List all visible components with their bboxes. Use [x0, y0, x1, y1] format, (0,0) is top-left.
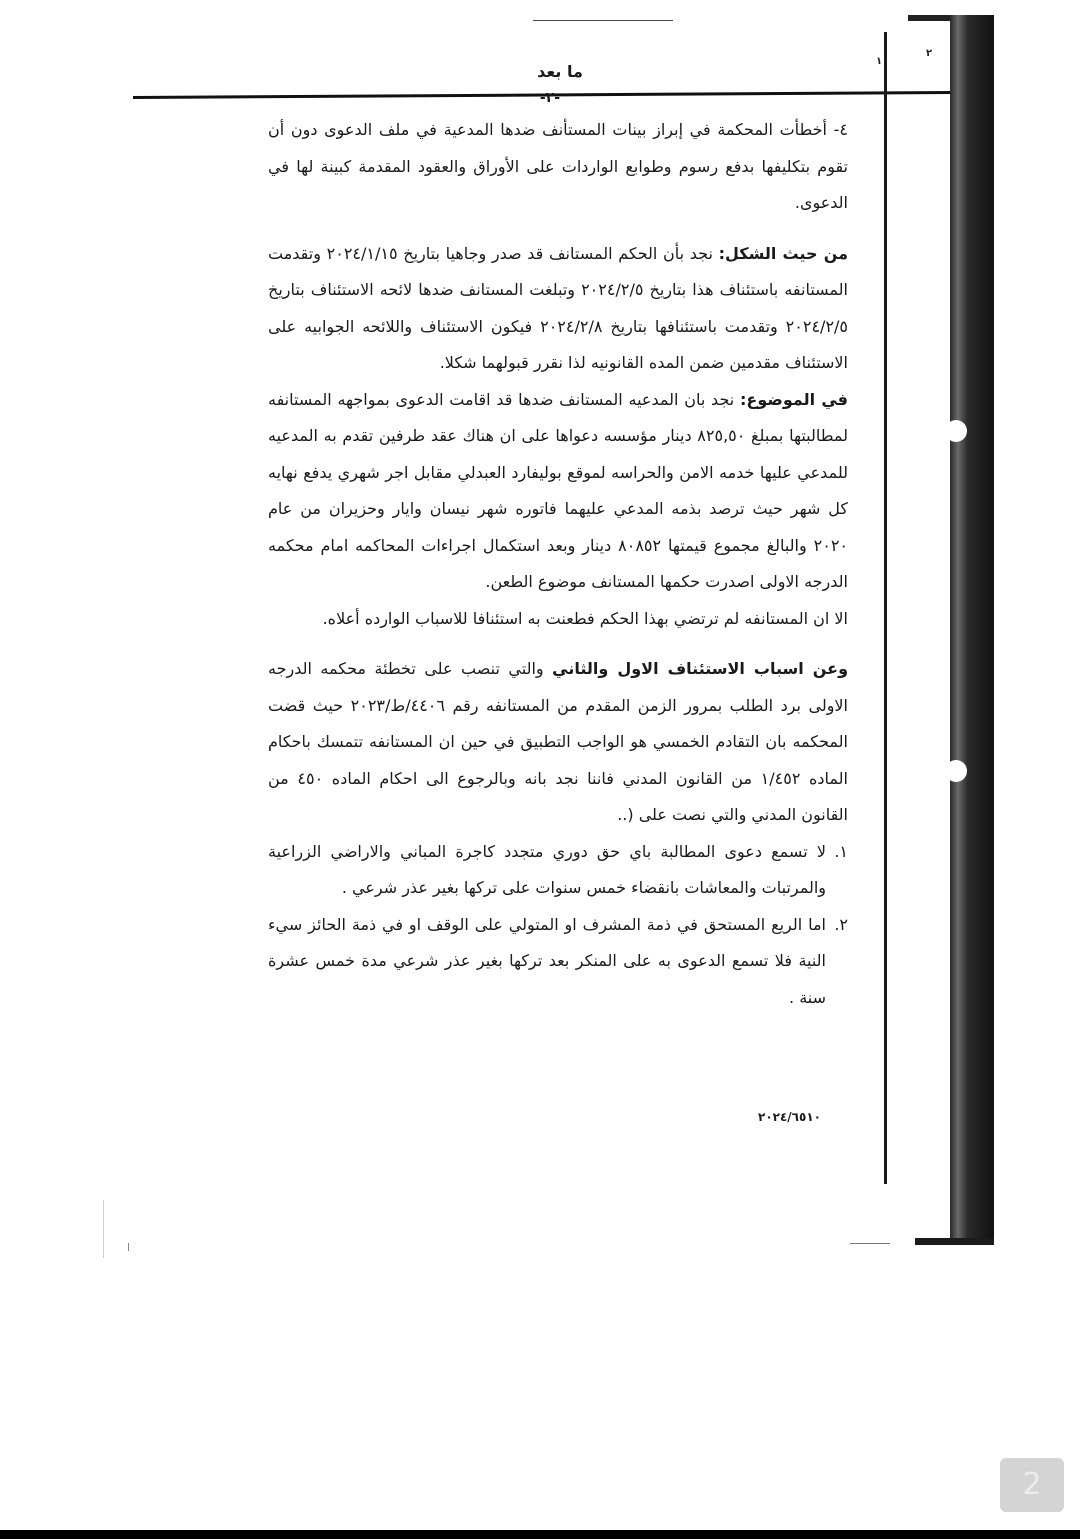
page-indicator-badge[interactable]: 2	[1000, 1458, 1064, 1512]
heading-reasons: وعن اسباب الاستئناف الاول والثاني	[552, 659, 849, 678]
list-number: ١.	[834, 841, 848, 861]
scan-edge-bottom	[915, 1238, 994, 1245]
punch-hole	[945, 760, 967, 782]
reference-number: ٢٠٢٤/٦٥١٠	[758, 1110, 821, 1124]
top-rule	[533, 20, 673, 21]
bottom-bar	[0, 1530, 1080, 1539]
paragraph-form-body: نجد بأن الحكم المستانف قد صدر وجاهيا بتاريخ ٢٠٢٤/١/١٥ وتقدمت المستانفه باستئناف هذا بتاريخ ٢٠٢٤/٢/٥ وتبلغت المستانف ضدها لائحه الاستئناف بتاريخ ٢٠٢٤/٢/٥ وتقدمت باستئنافها بتاريخ ٢٠٢٤/٢/٨ فيكون الاستئناف واللائحه الجوابيه على الاستئناف مقدمين ضمن المده القانونيه لذا نقرر قبولهما شكلا.	[268, 243, 849, 372]
margin-mark: ٢	[926, 48, 933, 59]
paragraph-subject	[268, 382, 848, 601]
list-item	[268, 834, 848, 907]
header-title: ما بعد	[537, 62, 583, 81]
heading-form: من حيث الشكل:	[718, 243, 848, 263]
list-text: لا تسمع دعوى المطالبة باي حق دوري متجدد كاجرة المباني والاراضي الزراعية والمرتبات والمعاشات بانقضاء خمس سنوات على تركها بغير عذر شرعي .	[268, 841, 826, 897]
bottom-margin-line	[850, 1243, 890, 1244]
scan-artifact	[128, 1243, 129, 1251]
punch-hole	[945, 420, 967, 442]
heading-subject: في الموضوع:	[740, 389, 848, 409]
paragraph-reasons-body: والتي تنصب على تخطئة محكمه الدرجه الاولى برد الطلب بمرور الزمن المقدم من المستانفه رقم ٤٤٠٦/ط/٢٠٢٣ حيث قضت المحكمه بان التقادم الخمسي هو الواجب التطبيق في حين ان المستانفه تتمسك باحكام الماده ١/٤٥٢ من القانون المدني فاننا نجد بانه وبالرجوع الى احكام الماده ٤٥٠ من القانون المدني والتي نصت على (..	[268, 659, 848, 824]
paragraph-reasons	[268, 651, 848, 834]
paragraph-appeal: الا ان المستانفه لم ترتضي بهذا الحكم فطعنت به استئنافا للاسباب الوارده أعلاه.	[322, 608, 848, 628]
margin-line	[884, 32, 887, 1184]
page-marker: -٢-	[539, 90, 561, 106]
list-item	[268, 907, 848, 1017]
margin-mark: ١	[876, 56, 883, 67]
paragraph-form	[268, 236, 848, 382]
scan-artifact	[103, 1200, 104, 1258]
scan-edge-right	[950, 15, 994, 1243]
paragraph-subject-body: نجد بان المدعيه المستانف ضدها قد اقامت الدعوى بمواجهه المستانفه لمطالبتها بمبلغ ٨٢٥,٥٠ دينار مؤسسه دعواها على ان هناك عقد طرفين تقدم به المدعيه للمدعي عليها خدمه الامن والحراسه لموقع بوليفارد العبدلي مقابل اجر شهري يدفع نهايه كل شهر حيث ترصد بذمه المدعي عليهما فاتوره شهر نيسان وايار وحزيران من عام ٢٠٢٠ والبالغ مجموع قيمتها ٨٠٨٥٢ دينار وبعد استكمال اجراءات المحاكمه امام محكمه الدرجه الاولى اصدرت حكمها المستانف موضوع الطعن.	[268, 389, 849, 591]
document-body	[268, 112, 848, 1016]
paragraph-point-4: ٤- أخطأت المحكمة في إبراز بينات المستأنف ضدها المدعية في ملف الدعوى دون أن تقوم بتكليفها بدفع رسوم وطوابع الواردات على الأوراق والعقود المقدمة كبينة لها في الدعوى.	[268, 120, 848, 212]
list-text: اما الريع المستحق في ذمة المشرف او المتولي على الوقف او في ذمة الحائز سيء النية فلا تسمع الدعوى به على المنكر بعد تركها بغير عذر شرعي مدة خمس عشرة سنة .	[268, 914, 826, 1007]
list-number: ٢.	[834, 914, 848, 934]
